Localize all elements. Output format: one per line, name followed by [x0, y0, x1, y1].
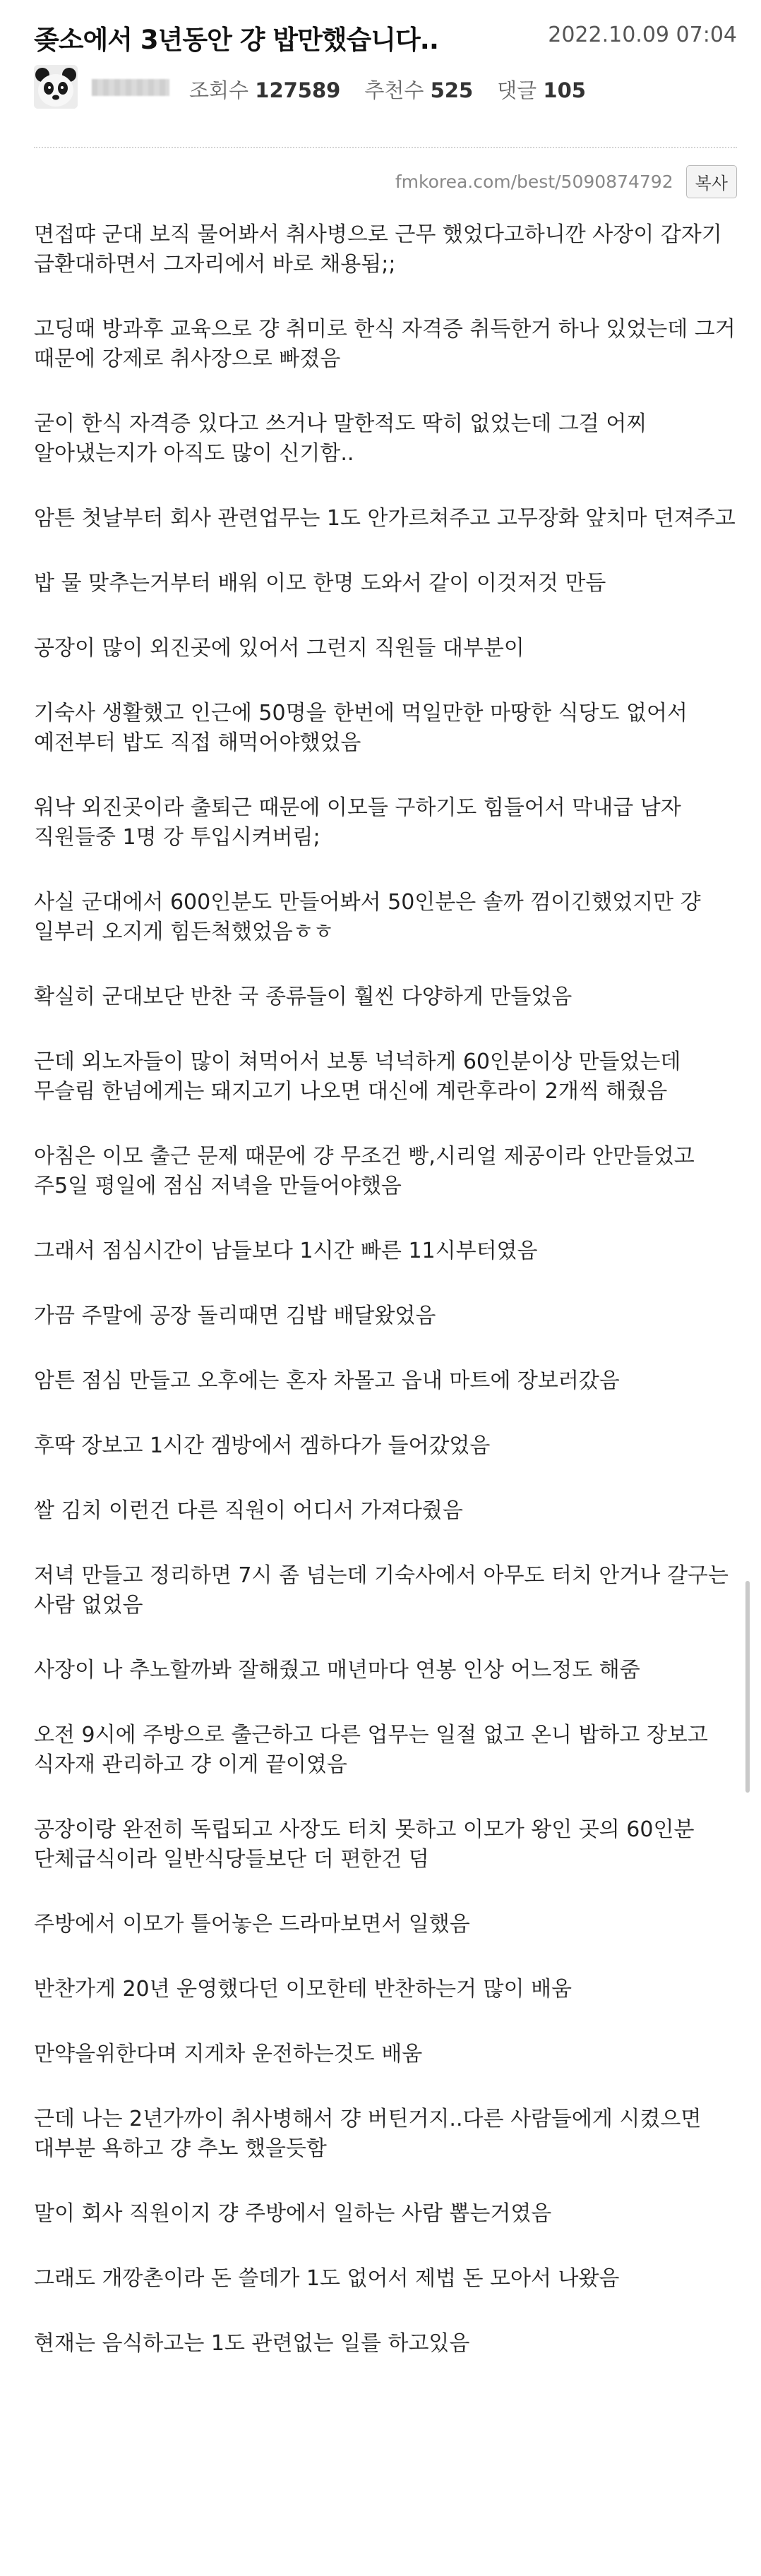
post-paragraph: 암튼 점심 만들고 오후에는 혼자 차몰고 읍내 마트에 장보러갔음 [34, 1368, 620, 1393]
post-title: 좆소에서 3년동안 걍 밥만했습니다.. [34, 25, 438, 55]
recommend-count: 525 [430, 78, 474, 102]
post-paragraph: 저녁 만들고 정리하면 7시 좀 넘는데 기숙사에서 아무도 터치 안거나 갈구는 사람 없었음 [34, 1563, 729, 1618]
copy-url-button[interactable]: 복사 [686, 165, 737, 198]
post-paragraph: 현재는 음식하고는 1도 관련없는 일를 하고있음 [34, 2331, 470, 2356]
avatar[interactable] [34, 65, 78, 109]
post-paragraph: 굳이 한식 자격증 있다고 쓰거나 말한적도 딱히 없었는데 그걸 어찌 알아냈는지가 아직도 많이 신기함.. [34, 411, 647, 466]
post-paragraph: 주방에서 이모가 틀어놓은 드라마보면서 일했음 [34, 1912, 470, 1937]
post-paragraph: 쌀 김치 이런건 다른 직원이 어디서 가져다줬음 [34, 1498, 463, 1523]
post-paragraph: 그래도 개깡촌이라 돈 쓸데가 1도 없어서 제법 돈 모아서 나왔음 [34, 2266, 620, 2291]
post-paragraph: 암튼 첫날부터 회사 관련업무는 1도 안가르쳐주고 고무장화 앞치마 던져주고 [34, 506, 736, 531]
post-paragraph: 사실 군대에서 600인분도 만들어봐서 50인분은 솔까 껌이긴했었지만 걍 일부러 오지게 힘든척했었음ㅎㅎ [34, 890, 701, 944]
post-paragraph: 사장이 나 추노할까봐 잘해줬고 매년마다 연봉 인상 어느정도 해줌 [34, 1658, 640, 1683]
post-paragraph: 후딱 장보고 1시간 겜방에서 겜하다가 들어갔었음 [34, 1433, 491, 1458]
views-label: 조회수 [189, 78, 249, 102]
post-header [34, 16, 737, 54]
url-row [395, 164, 737, 199]
post-paragraph: 공장이랑 완전히 독립되고 사장도 터치 못하고 이모가 왕인 곳의 60인분 단체급식이라 일반식당들보단 더 편한건 덤 [34, 1817, 695, 1872]
comments-count[interactable]: 105 [543, 78, 586, 102]
post-paragraph: 오전 9시에 주방으로 출근하고 다른 업무는 일절 없고 온니 밥하고 장보고 식자재 관리하고 걍 이게 끝이였음 [34, 1723, 708, 1777]
post-paragraph: 만약을위한다며 지게차 운전하는것도 배움 [34, 2042, 423, 2066]
post-paragraph: 면접땨 군대 보직 물어봐서 취사병으로 근무 했었다고하니깐 사장이 갑자기 급환대하면서 그자리에서 바로 채용됨;; [34, 222, 722, 277]
post-paragraph: 공장이 많이 외진곳에 있어서 그런지 직원들 대부분이 [34, 636, 525, 661]
recommend-label: 추천수 [364, 78, 424, 102]
post-date: 2022.10.09 07:04 [548, 23, 737, 47]
post-paragraph: 근데 나는 2년가까이 취사병해서 걍 버틴거지..다른 사람들에게 시켰으면 대부분 욕하고 걍 추노 했을듯함 [34, 2107, 702, 2161]
post-paragraph: 고딩때 방과후 교육으로 걍 취미로 한식 자격증 취득한거 하나 있었는데 그거 때문에 강제로 취사장으로 빠졌음 [34, 317, 736, 371]
post-paragraph: 밥 물 맞추는거부터 배워 이모 한명 도와서 같이 이것저것 만듬 [34, 571, 606, 596]
post-paragraph: 근데 외노자들이 많이 쳐먹어서 보통 넉넉하게 60인분이상 만들었는데 무슬림 한넘에게는 돼지고기 나오면 대신에 계란후라이 2개씩 해줬음 [34, 1049, 681, 1104]
post-paragraph: 그래서 점심시간이 남들보다 1시간 빠른 11시부터였음 [34, 1239, 538, 1263]
post-paragraph: 가끔 주말에 공장 돌리때면 김밥 배달왔었음 [34, 1304, 436, 1328]
post-paragraph: 말이 회사 직원이지 걍 주방에서 일하는 사람 뽑는거였음 [34, 2201, 552, 2226]
post-url[interactable]: fmkorea.com/best/5090874792 [395, 171, 673, 192]
post-paragraph: 아침은 이모 출근 문제 때문에 걍 무조건 빵,시리얼 제공이라 안만들었고 주5일 평일에 점심 저녁을 만들어야했음 [34, 1144, 695, 1198]
post-paragraph: 반찬가게 20년 운영했다던 이모한테 반찬하는거 많이 배움 [34, 1977, 572, 2002]
post-paragraph: 기숙사 생활했고 인근에 50명을 한번에 먹일만한 마땅한 식당도 없어서 예전부터 밥도 직접 해먹어야했었음 [34, 701, 688, 755]
header-divider [34, 147, 737, 148]
author-nickname-blurred[interactable] [92, 79, 169, 96]
post-paragraph: 워낙 외진곳이라 출퇴근 때문에 이모들 구하기도 힘들어서 막내급 남자 직원들중 1명 강 투입시켜버림; [34, 795, 681, 850]
scrollbar-thumb[interactable] [745, 1581, 750, 1793]
post-body [34, 220, 737, 2394]
post-stats [189, 75, 586, 104]
post-meta [34, 64, 737, 120]
comments-label: 댓글 [497, 78, 537, 102]
views-count: 127589 [255, 78, 341, 102]
post-paragraph: 확실히 군대보단 반찬 국 종류들이 훨씬 다양하게 만들었음 [34, 985, 573, 1009]
panda-avatar-icon [34, 65, 78, 109]
